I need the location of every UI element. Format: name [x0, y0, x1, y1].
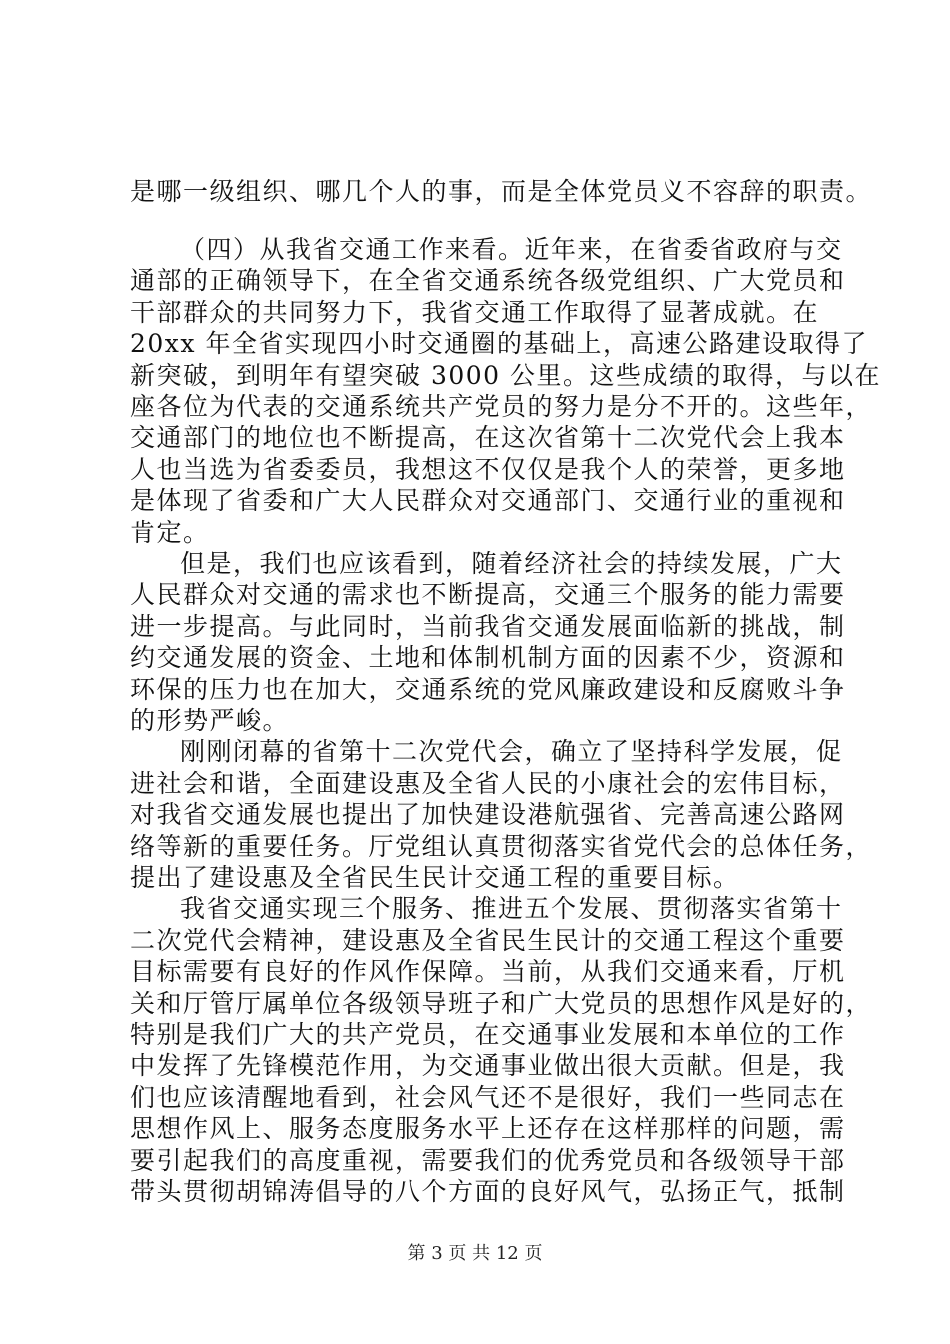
- text-line: 络等新的重要任务。厅党组认真贯彻落实省党代会的总体任务，: [130, 832, 873, 861]
- text-line: 中发挥了先锋模范作用，为交通事业做出很大贡献。但是，我: [130, 1051, 846, 1080]
- text-line: 的形势严峻。: [130, 706, 290, 735]
- text-line: 座各位为代表的交通系统共产党员的努力是分不开的。这些年，: [130, 392, 873, 421]
- text-line: 是体现了省委和广大人民群众对交通部门、交通行业的重视和: [130, 486, 846, 515]
- text-line: 我省交通实现三个服务、推进五个发展、贯彻落实省第十: [180, 894, 843, 923]
- page-number-footer: 第 3 页 共 12 页: [407, 1243, 543, 1264]
- text-line: 新突破，到明年有望突破 3000 公里。这些成绩的取得，与以在: [130, 361, 882, 390]
- text-line: 干部群众的共同努力下，我省交通工作取得了显著成就。在: [130, 298, 820, 327]
- text-line: 二次党代会精神，建设惠及全省民生民计的交通工程这个重要: [130, 926, 846, 955]
- text-line: 进社会和谐，全面建设惠及全省人民的小康社会的宏伟目标，: [130, 769, 846, 798]
- text-line: 交通部门的地位也不断提高，在这次省第十二次党代会上我本: [130, 423, 846, 452]
- text-line: 们也应该清醒地看到，社会风气还不是很好，我们一些同志在: [130, 1083, 846, 1112]
- text-line: 刚刚闭幕的省第十二次党代会，确立了坚持科学发展，促: [180, 737, 843, 766]
- text-line: 人也当选为省委委员，我想这不仅仅是我个人的荣誉，更多地: [130, 455, 846, 484]
- text-line: （四）从我省交通工作来看。近年来，在省委省政府与交: [180, 235, 843, 264]
- text-line: 肯定。: [130, 518, 210, 547]
- text-line: 进一步提高。与此同时，当前我省交通发展面临新的挑战，制: [130, 612, 846, 641]
- text-line: 思想作风上、服务态度服务水平上还存在这样那样的问题，需: [130, 1114, 846, 1143]
- text-line: 但是，我们也应该看到，随着经济社会的持续发展，广大: [180, 549, 843, 578]
- text-line: 目标需要有良好的作风作保障。当前，从我们交通来看，厅机: [130, 957, 846, 986]
- text-line: 要引起我们的高度重视，需要我们的优秀党员和各级领导干部: [130, 1146, 846, 1175]
- text-line: 约交通发展的资金、土地和体制机制方面的因素不少，资源和: [130, 643, 846, 672]
- text-line: 环保的压力也在加大，交通系统的党风廉政建设和反腐败斗争: [130, 675, 846, 704]
- text-line: 关和厅管厅属单位各级领导班子和广大党员的思想作风是好的，: [130, 989, 873, 1018]
- text-line: 带头贯彻胡锦涛倡导的八个方面的良好风气，弘扬正气，抵制: [130, 1177, 846, 1206]
- text-line: 是哪一级组织、哪几个人的事，而是全体党员义不容辞的职责。: [130, 177, 873, 206]
- text-line: 提出了建设惠及全省民生民计交通工程的重要目标。: [130, 863, 740, 892]
- text-line: 通部的正确领导下，在全省交通系统各级党组织、广大党员和: [130, 266, 846, 295]
- text-line: 对我省交通发展也提出了加快建设港航强省、完善高速公路网: [130, 800, 846, 829]
- text-line: 20xx 年全省实现四小时交通圈的基础上，高速公路建设取得了: [130, 329, 868, 358]
- text-line: 特别是我们广大的共产党员，在交通事业发展和本单位的工作: [130, 1020, 846, 1049]
- text-line: 人民群众对交通的需求也不断提高，交通三个服务的能力需要: [130, 580, 846, 609]
